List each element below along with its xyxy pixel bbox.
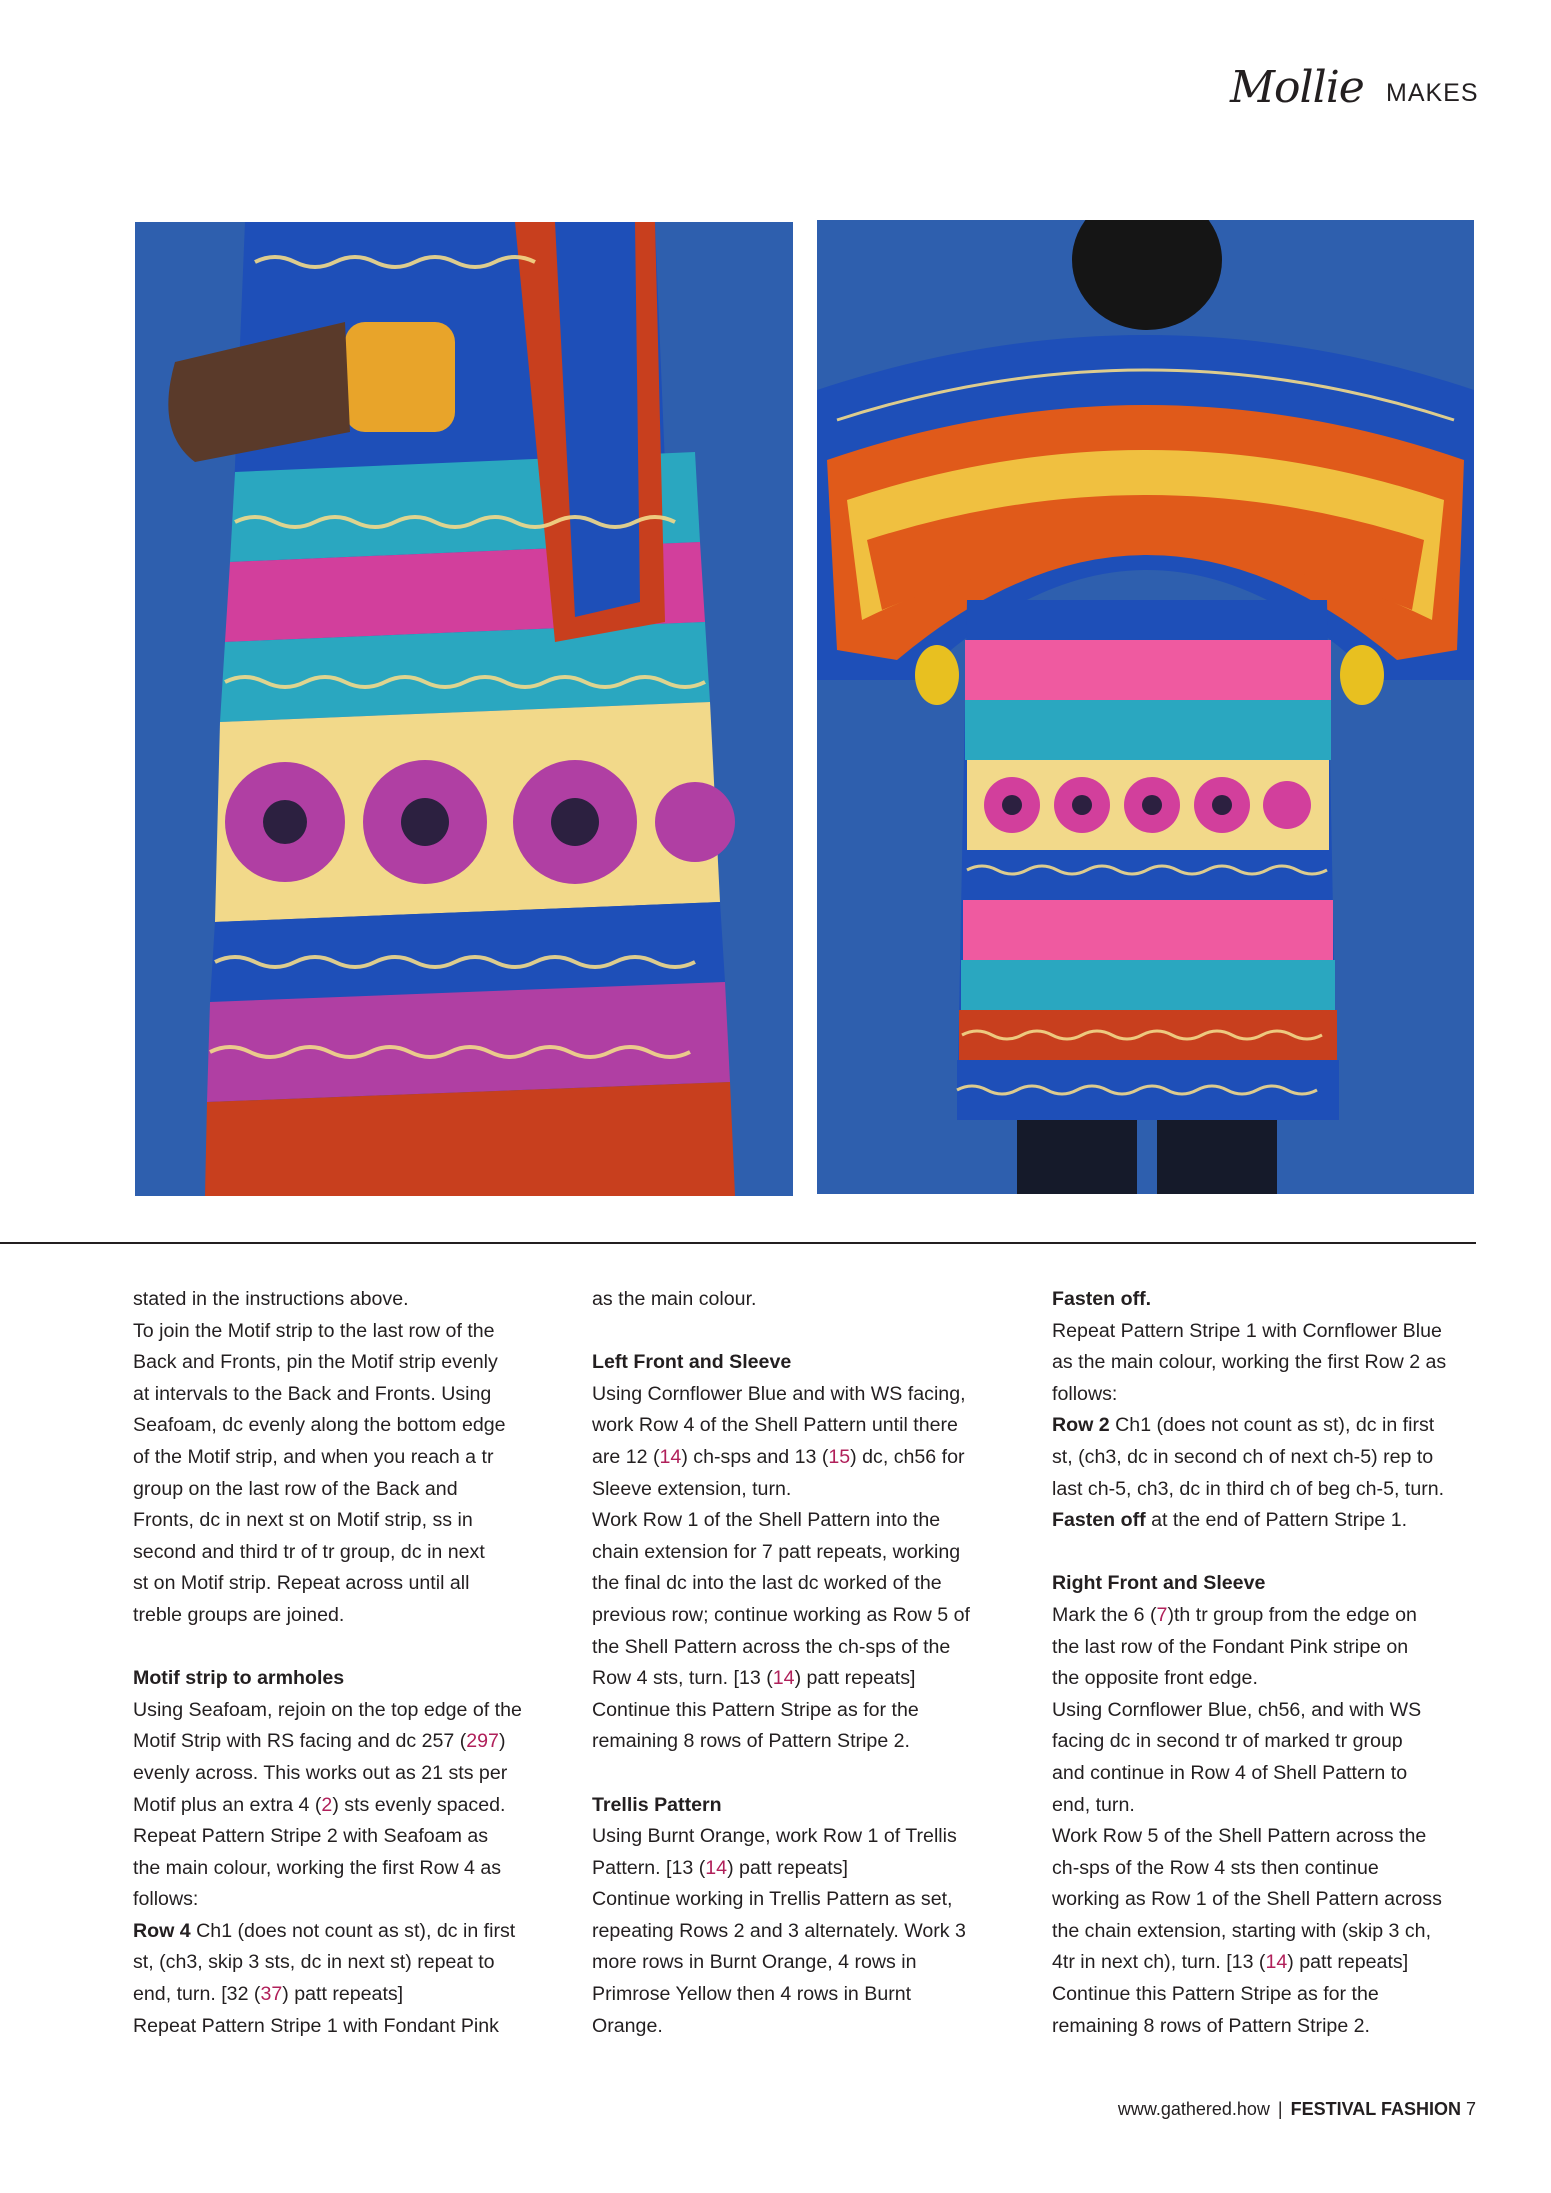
size-variant-number: 14 <box>659 1445 682 1468</box>
section-heading: Trellis Pattern <box>592 1793 722 1816</box>
text-line <box>592 1726 1012 1758</box>
text-span: at intervals to the Back and Fronts. Using <box>133 1382 492 1405</box>
text-span: Continue this Pattern Stripe as for the <box>1052 1983 1379 2006</box>
size-variant-number: 2 <box>321 1793 333 1816</box>
text-span: Mark the 6 ( <box>1052 1603 1157 1626</box>
text-span: Repeat Pattern Stripe 1 with Cornflower Blue <box>1052 1319 1442 1342</box>
text-line <box>1052 1284 1472 1316</box>
text-line <box>133 1695 553 1727</box>
text-span: Using Cornflower Blue, ch56, and with WS <box>1052 1698 1422 1721</box>
text-line <box>133 1410 553 1442</box>
text-line <box>592 1695 1012 1727</box>
text-line <box>592 1410 1012 1442</box>
text-span: Ch1 (does not count as st), dc in first <box>190 1919 516 1942</box>
text-span: ) patt repeats] <box>727 1856 848 1879</box>
text-span: Row 4 sts, turn. [13 ( <box>592 1667 773 1690</box>
text-line <box>133 1979 553 2011</box>
text-column-1 <box>133 1284 553 2042</box>
size-variant-number: 15 <box>828 1445 851 1468</box>
text-line <box>133 1316 553 1348</box>
text-line <box>133 1947 553 1979</box>
text-span: Work Row 1 of the Shell Pattern into the <box>592 1509 941 1532</box>
text-column-3 <box>1052 1284 1472 2042</box>
text-line <box>1052 1442 1472 1474</box>
text-span: st, (ch3, skip 3 sts, dc in next st) repeat to <box>133 1951 495 1974</box>
text-line <box>1052 1347 1472 1379</box>
text-span: end, turn. [32 ( <box>133 1983 261 2006</box>
text-line <box>1052 1979 1472 2011</box>
paragraph-gap <box>592 1758 1012 1790</box>
text-line <box>1052 1726 1472 1758</box>
text-span: last ch-5, ch3, dc in third ch of beg ch-5, turn. <box>1052 1477 1445 1500</box>
text-span: follows: <box>1052 1382 1118 1405</box>
text-span: ) sts evenly spaced. <box>332 1793 506 1816</box>
text-span: and continue in Row 4 of Shell Pattern to <box>1052 1761 1408 1784</box>
text-span: Motif plus an extra 4 ( <box>133 1793 322 1816</box>
section-heading: Left Front and Sleeve <box>592 1351 792 1374</box>
mollie-makes-logo <box>1230 62 1480 116</box>
text-span: st on Motif strip. Repeat across until all <box>133 1572 470 1595</box>
text-line <box>1052 1695 1472 1727</box>
text-span: Orange. <box>592 2014 663 2037</box>
text-span: ) patt repeats] <box>282 1983 404 2006</box>
section-divider <box>0 1242 1476 1244</box>
text-line <box>592 1979 1012 2011</box>
text-span: as the main colour. <box>592 1288 757 1310</box>
text-span: ) patt repeats] <box>1287 1951 1409 1974</box>
text-line <box>133 1474 553 1506</box>
bold-text: Row 2 <box>1052 1414 1110 1437</box>
text-span: evenly across. This works out as 21 sts per <box>133 1761 508 1784</box>
text-column-2 <box>592 1284 1012 2042</box>
text-span: work Row 4 of the Shell Pattern until there <box>592 1414 958 1437</box>
text-span: Continue this Pattern Stripe as for the <box>592 1698 919 1721</box>
text-line <box>1052 1663 1472 1695</box>
text-line <box>133 1726 553 1758</box>
text-line <box>592 2011 1012 2043</box>
paragraph-gap <box>1052 1537 1472 1569</box>
paragraph-gap <box>592 1316 1012 1348</box>
text-span: st, (ch3, dc in second ch of next ch-5) rep to <box>1052 1445 1434 1468</box>
text-line <box>592 1474 1012 1506</box>
text-span: remaining 8 rows of Pattern Stripe 2. <box>592 1730 911 1753</box>
text-span: To join the Motif strip to the last row of the <box>133 1319 495 1342</box>
text-span: Continue working in Trellis Pattern as set, <box>592 1888 953 1911</box>
text-span: Sleeve extension, turn. <box>592 1477 792 1500</box>
text-span: the chain extension, starting with (skip 3 ch, <box>1052 1919 1432 1942</box>
text-span: ) dc, ch56 for <box>850 1445 965 1468</box>
section-heading: Motif strip to armholes <box>133 1667 345 1690</box>
text-span: Repeat Pattern Stripe 2 with Seafoam as <box>133 1825 489 1848</box>
text-span: the last row of the Fondant Pink stripe on <box>1052 1635 1409 1658</box>
text-span: the main colour, working the first Row 4 as <box>133 1856 502 1879</box>
text-line <box>133 1758 553 1790</box>
text-span: Using Burnt Orange, work Row 1 of Trellis <box>592 1825 957 1848</box>
size-variant-number: 37 <box>260 1983 283 2006</box>
text-line <box>1052 1758 1472 1790</box>
text-span: previous row; continue working as Row 5 of <box>592 1603 970 1626</box>
text-line <box>1052 1600 1472 1632</box>
size-variant-number: 7 <box>1156 1603 1168 1626</box>
text-span: Work Row 5 of the Shell Pattern across the <box>1052 1825 1427 1848</box>
text-span: ) ch-sps and 13 ( <box>681 1445 829 1468</box>
footer-url[interactable]: www.gathered.how <box>1117 2099 1270 2119</box>
text-line <box>133 1379 553 1411</box>
text-span: Using Seafoam, rejoin on the top edge of the <box>133 1698 522 1721</box>
text-span: working as Row 1 of the Shell Pattern across <box>1052 1888 1442 1911</box>
text-line <box>592 1821 1012 1853</box>
text-span: 4tr in next ch), turn. [13 ( <box>1052 1951 1266 1974</box>
paragraph-gap <box>133 1632 553 1664</box>
back-view-photo <box>817 220 1474 1194</box>
text-span: are 12 ( <box>592 1445 660 1468</box>
text-line <box>1052 1821 1472 1853</box>
text-span: ch-sps of the Row 4 sts then continue <box>1052 1856 1379 1879</box>
text-span: remaining 8 rows of Pattern Stripe 2. <box>1052 2014 1371 2037</box>
text-span: chain extension for 7 patt repeats, working <box>592 1540 961 1563</box>
text-line <box>592 1600 1012 1632</box>
size-variant-number: 297 <box>466 1730 499 1753</box>
text-span: second and third tr of tr group, dc in next <box>133 1540 485 1563</box>
text-span: Seafoam, dc evenly along the bottom edge <box>133 1414 506 1437</box>
text-line <box>592 1379 1012 1411</box>
text-span: follows: <box>133 1888 199 1911</box>
text-line <box>1052 1316 1472 1348</box>
text-line <box>1052 1790 1472 1822</box>
page-number: 7 <box>1465 2099 1476 2119</box>
size-variant-number: 14 <box>1265 1951 1288 1974</box>
text-line <box>592 1442 1012 1474</box>
text-span: )th tr group from the edge on <box>1167 1603 1417 1626</box>
text-line <box>133 1916 553 1948</box>
text-line <box>1052 1916 1472 1948</box>
text-line <box>592 1947 1012 1979</box>
text-line <box>133 1505 553 1537</box>
text-span: Ch1 (does not count as st), dc in first <box>1109 1414 1435 1437</box>
text-line <box>133 1347 553 1379</box>
text-span: ) patt repeats] <box>794 1667 916 1690</box>
text-span: Fronts, dc in next st on Motif strip, ss in <box>133 1509 473 1532</box>
text-span: as the main colour, working the first Row 2 as <box>1052 1351 1447 1374</box>
size-variant-number: 14 <box>705 1856 728 1879</box>
text-line <box>1052 2011 1472 2043</box>
text-span: ) <box>498 1730 506 1753</box>
text-span: more rows in Burnt Orange, 4 rows in <box>592 1951 917 1974</box>
text-span: treble groups are joined. <box>133 1603 345 1626</box>
text-span: Pattern. [13 ( <box>592 1856 706 1879</box>
text-span: Primrose Yellow then 4 rows in Burnt <box>592 1983 912 2006</box>
bold-text: Fasten off <box>1052 1509 1146 1532</box>
text-span: the opposite front edge. <box>1052 1667 1258 1690</box>
text-span: at the end of Pattern Stripe 1. <box>1145 1509 1408 1532</box>
size-variant-number: 14 <box>772 1667 795 1690</box>
logo-word: MAKES <box>1386 79 1479 107</box>
text-span: repeating Rows 2 and 3 alternately. Work 3 <box>592 1919 966 1942</box>
logo-script: Mollie <box>1230 62 1364 113</box>
text-line <box>592 1537 1012 1569</box>
text-line <box>1052 1853 1472 1885</box>
text-span: Motif Strip with RS facing and dc 257 ( <box>133 1730 467 1753</box>
text-line <box>1052 1474 1472 1506</box>
text-span: the Shell Pattern across the ch-sps of the <box>592 1635 951 1658</box>
text-line <box>592 1284 1012 1316</box>
text-line <box>1052 1505 1472 1537</box>
text-line <box>1052 1947 1472 1979</box>
text-line <box>133 2011 553 2043</box>
text-span: Repeat Pattern Stripe 1 with Fondant Pink <box>133 2014 499 2037</box>
text-line <box>592 1916 1012 1948</box>
text-span: the final dc into the last dc worked of the <box>592 1572 942 1595</box>
text-line <box>592 1853 1012 1885</box>
text-line <box>133 1568 553 1600</box>
text-line <box>133 1537 553 1569</box>
text-span: group on the last row of the Back and <box>133 1477 458 1500</box>
text-span: of the Motif strip, and when you reach a tr <box>133 1445 494 1468</box>
text-line <box>1052 1884 1472 1916</box>
text-line <box>133 1600 553 1632</box>
text-line <box>1052 1379 1472 1411</box>
text-span: Using Cornflower Blue and with WS facing, <box>592 1382 966 1405</box>
text-span: facing dc in second tr of marked tr group <box>1052 1730 1403 1753</box>
text-span: stated in the instructions above. <box>133 1288 409 1310</box>
text-line <box>592 1568 1012 1600</box>
text-line <box>592 1884 1012 1916</box>
page-footer <box>1118 2097 1476 2121</box>
bold-text: Fasten off. <box>1052 1288 1152 1310</box>
text-line <box>1052 1632 1472 1664</box>
footer-separator: | <box>1277 2099 1283 2119</box>
bold-text: Row 4 <box>133 1919 191 1942</box>
side-view-photo <box>135 222 793 1196</box>
text-span: Back and Fronts, pin the Motif strip evenly <box>133 1351 498 1374</box>
text-line <box>133 1442 553 1474</box>
text-line <box>133 1884 553 1916</box>
text-line <box>1052 1410 1472 1442</box>
text-line <box>133 1284 553 1316</box>
text-line <box>592 1663 1012 1695</box>
text-line <box>133 1821 553 1853</box>
text-line <box>133 1853 553 1885</box>
footer-section: FESTIVAL FASHION <box>1290 2099 1461 2119</box>
text-line <box>592 1632 1012 1664</box>
text-line <box>592 1505 1012 1537</box>
section-heading: Right Front and Sleeve <box>1052 1572 1266 1595</box>
text-line <box>133 1790 553 1822</box>
text-span: end, turn. <box>1052 1793 1135 1816</box>
